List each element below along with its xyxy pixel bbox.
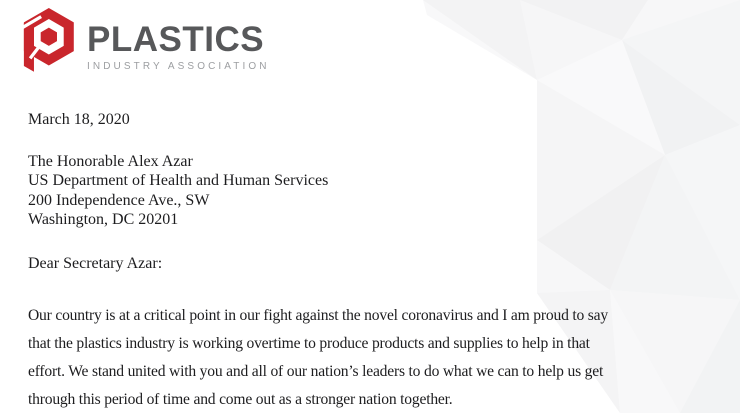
recipient-address-block [28, 152, 328, 229]
body-line: that the plastics industry is working overtime to produce products and supplies to help in that [28, 335, 590, 353]
recipient-street: 200 Independence Ave., SW [28, 191, 210, 209]
recipient-org: US Department of Health and Human Services [28, 172, 329, 190]
salutation: Dear Secretary Azar: [28, 255, 163, 272]
logo-tagline-text: INDUSTRY ASSOCIATION [87, 61, 270, 72]
plastics-logo [14, 7, 270, 78]
letter-body-paragraph [28, 302, 608, 413]
hexagon-p-logo-icon [14, 7, 76, 78]
body-line: effort. We stand united with you and all of our nation’s leaders to do what we can to help us get [28, 363, 604, 381]
letter-date: March 18, 2020 [28, 111, 130, 128]
recipient-name: The Honorable Alex Azar [28, 153, 193, 170]
logo-wordmark [87, 7, 270, 72]
body-line: Our country is at a critical point in our fight against the novel coronavirus and I am proud to say [28, 307, 608, 324]
logo-brand-text: PLASTICS [87, 20, 265, 59]
recipient-city: Washington, DC 20201 [28, 210, 179, 228]
body-line: through this period of time and come out as a stronger nation together. [28, 391, 453, 409]
